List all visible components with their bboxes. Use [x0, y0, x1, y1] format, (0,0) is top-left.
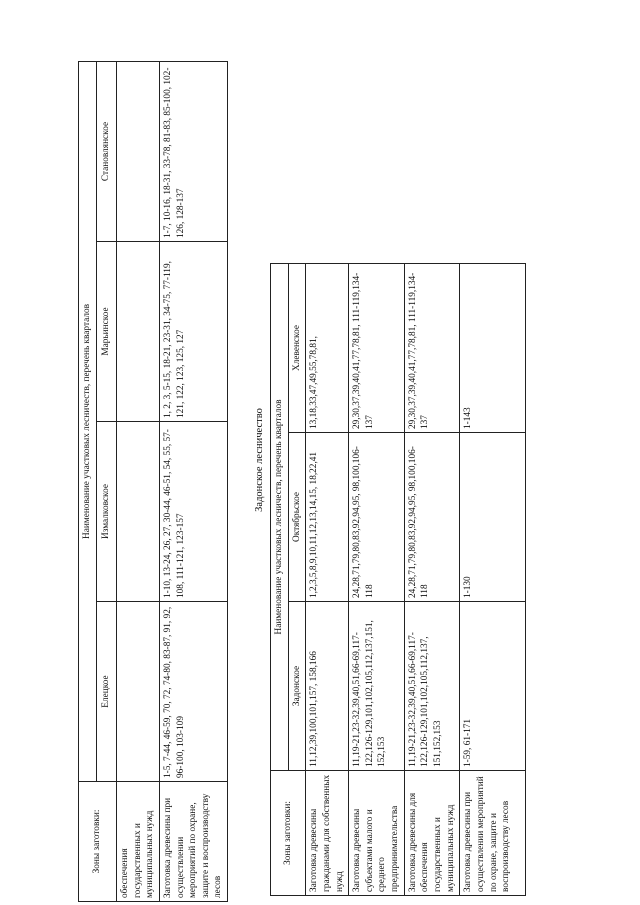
table-row	[404, 264, 460, 896]
table-cell: 11,12,39,100,101,157, 158,166	[306, 602, 349, 771]
table-cell: 11,19-21,23-32,39,40,51,66-69,117-122,126-129,101,102,105,112,137, 151,152,153	[404, 602, 460, 771]
table-cell: 13,18,33,47,49,55,78,81,	[306, 264, 349, 433]
table-cell: 1-143	[460, 264, 526, 433]
table-cell: 1-59, 61-171	[460, 602, 526, 771]
group-header: Наименование участковых лесничеств, перечень кварталов	[79, 61, 97, 781]
table-cell	[117, 61, 160, 241]
table-cell: 1-5, 7-44, 46-59, 70, 72, 74-80, 83-87, 91, 92, 96-100, 103-109	[159, 602, 227, 782]
table-cell: 1,2,3,5,8,9,10,11,12,13,14,15, 18,22,41	[306, 433, 349, 602]
table-cell: 29,30,37,39,40,41,77,78,81, 111-119,134-137	[404, 264, 460, 433]
table-row	[349, 264, 405, 896]
zone-label: Заготовка древесины субъектами малого и среднего предпринимательства	[349, 771, 405, 896]
column-header-oktyabrskoe: Октябрьское	[288, 433, 306, 602]
column-header-maryinskoe: Марьинское	[97, 242, 117, 422]
table-row	[460, 264, 526, 896]
table-cell: 1-7, 10-16, 18-31, 33-78, 81-83, 85-100, 102-126, 128-137	[159, 61, 227, 241]
section-title: Задонское лесничество	[253, 408, 265, 512]
table-cell	[117, 242, 160, 422]
table-cell: 24,28,71,79,80,83,92,94,95, 98,100,106-118	[404, 433, 460, 602]
column-header-zadonskoe: Задонское	[288, 602, 306, 771]
zone-label: Заготовка древесины при осуществлении мероприятий по охране, защите и воспроизводству лесов	[460, 771, 526, 896]
table-cell: 29,30,37,39,40,41,77,78,81, 111-119,134-137	[349, 264, 405, 433]
forestry-table-2	[270, 264, 526, 896]
column-header-stanovlyanskoe: Становлянское	[97, 61, 117, 241]
table-cell: 1-130	[460, 433, 526, 602]
zone-label: Заготовка древесины гражданами для собственных нужд	[306, 771, 349, 896]
column-header-izmalkovskoe: Измалковское	[97, 422, 117, 602]
table-row	[306, 264, 349, 896]
table-cell: 11,19-21,23-32,39,40,51,66-69,117-122,126-129,101,102,105,112,137,151, 152,153	[349, 602, 405, 771]
zone-label: Заготовка древесины при осуществлении мероприятий по охране, защите и воспроизводству лесов	[159, 782, 227, 902]
table-cell	[117, 422, 160, 602]
quarters-table	[270, 263, 526, 896]
zone-label: Заготовка древесины для обеспечения государственных и муниципальных нужд	[404, 771, 460, 896]
table-row	[117, 61, 160, 901]
table-cell: 1, 2, 3, 5-15, 18-21, 23-31, 34-75, 77-119, 121, 122, 123, 125, 127	[159, 242, 227, 422]
zones-header: Зоны заготовки:	[271, 771, 306, 896]
column-header-khlevenskoe: Хлевенское	[288, 264, 306, 433]
table-cell: 24,28,71,79,80,83,92,94,95, 98,100,106-118	[349, 433, 405, 602]
quarters-table	[78, 61, 228, 902]
table-cell	[117, 602, 160, 782]
table-row	[159, 61, 227, 901]
group-header: Наименование участковых лесничеств, перечень кварталов	[271, 264, 289, 771]
column-header-eletskoe: Елецкое	[97, 602, 117, 782]
table-cell: 1-10, 13-24, 26, 27, 30-44, 46-51, 54, 55, 57-108, 111-121, 123-157	[159, 422, 227, 602]
zone-label: обеспечения государственных и муниципальных нужд	[117, 782, 160, 902]
zones-header: Зоны заготовки:	[79, 782, 117, 902]
forestry-table-1	[78, 62, 224, 902]
